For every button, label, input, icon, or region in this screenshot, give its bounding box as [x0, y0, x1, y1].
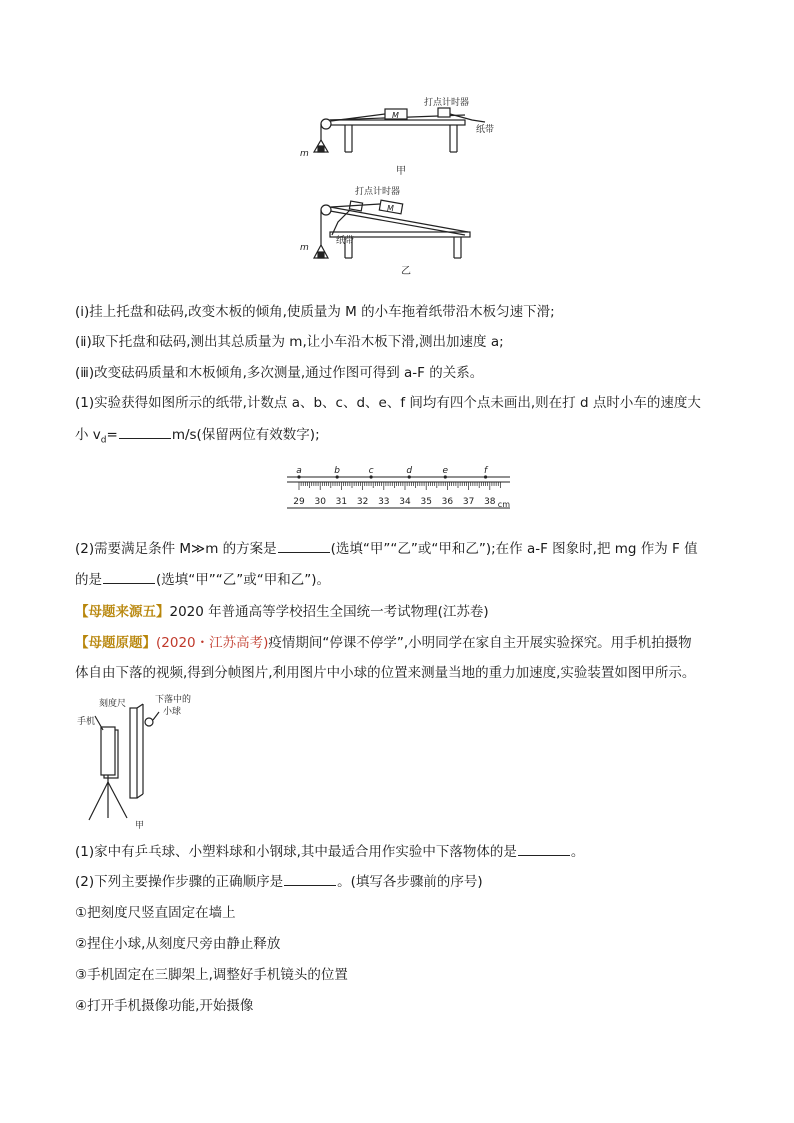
apparatus-figure: [290, 90, 510, 285]
fig2-ball-label-1: 下落中的: [155, 695, 192, 705]
tape-point-label-b: b: [334, 466, 341, 476]
tape-point-label-f: f: [483, 466, 488, 476]
fig2-ball-label-2: 小球: [163, 707, 182, 717]
ruler-number: 38: [484, 497, 496, 507]
step-i: (ⅰ)挂上托盘和砝码,改变木板的倾角,使质量为 M 的小车拖着纸带沿木板匀速下滑;: [75, 304, 555, 320]
original-line1: [75, 634, 692, 652]
ruler-number: 31: [335, 497, 348, 507]
tape-point-label-a: a: [296, 466, 302, 476]
tape-ruler: [285, 465, 520, 515]
original-tag: 【母题原题】: [75, 635, 156, 651]
step-iii: (ⅲ)改变砝码质量和木板倾角,多次测量,通过作图可得到 a-F 的关系。: [75, 365, 484, 381]
question-4-post: 。(填写各步骤前的序号): [337, 874, 483, 890]
answer-blank-condition[interactable]: [278, 540, 330, 553]
ruler-number: 32: [356, 497, 369, 507]
question-3-post: 。: [570, 844, 585, 860]
fig2-phone-label: 手机: [77, 717, 96, 727]
timer-label-yi: 打点计时器: [355, 187, 401, 197]
question-1-line1: (1)实验获得如图所示的纸带,计数点 a、b、c、d、e、f 间均有四个点未画出,则在打 d 点时小车的速度大: [75, 395, 701, 411]
mass-M-jia: M: [392, 111, 399, 120]
step-ii: (ⅱ)取下托盘和砝码,测出其总质量为 m,让小车沿木板下滑,测出加速度 a;: [75, 334, 504, 350]
original-source: (2020・江苏高考): [156, 635, 269, 651]
original-text-1: 疫情期间“停课不停学”,小明同学在家自主开展实验探究。用手机拍摄物: [268, 635, 692, 651]
question-2-line2: [75, 571, 330, 589]
fig2-caption: 甲: [135, 821, 145, 830]
mass-M-yi: M: [387, 204, 394, 213]
mass-m-yi: m: [300, 243, 309, 253]
question-2-pre: (2)需要满足条件 M≫m 的方案是: [75, 541, 277, 557]
question-3-pre: (1)家中有乒乓球、小塑料球和小钢球,其中最适合用作实验中下落物体的是: [75, 844, 517, 860]
caption-jia: 甲: [396, 166, 406, 177]
op-step-2: ②捏住小球,从刻度尺旁由静止释放: [75, 936, 281, 952]
ruler-number: 33: [378, 497, 390, 507]
mass-m-jia: m: [300, 149, 309, 159]
source-tag: 【母题来源五】: [75, 604, 170, 620]
original-line2: 体自由下落的视频,得到分帧图片,利用图片中小球的位置来测量当地的重力加速度,实验装置如图甲所示。: [75, 665, 696, 681]
question-1-sub: d: [100, 435, 107, 446]
source-text: 2020 年普通高等学校招生全国统一考试物理(江苏卷): [169, 604, 489, 620]
op-step-1: ①把刻度尺竖直固定在墙上: [75, 905, 236, 921]
fig2-ruler-label: 刻度尺: [99, 699, 127, 709]
tape-point-label-d: d: [406, 466, 413, 476]
question-3-line1: [75, 843, 584, 861]
timer-label-jia: 打点计时器: [424, 98, 470, 108]
answer-blank-mg[interactable]: [103, 571, 155, 584]
question-2-line2-pre: 的是: [75, 572, 102, 588]
ruler-number: 29: [293, 497, 305, 507]
ruler-number: 35: [420, 497, 432, 507]
freefall-figure: [75, 690, 215, 830]
apparatus-jia: [314, 108, 485, 152]
question-1-unit: m/s(保留两位有效数字);: [171, 427, 320, 443]
ruler-number: 37: [462, 497, 475, 507]
source-line: [75, 603, 489, 621]
question-1-line2: [75, 426, 320, 450]
answer-blank-order[interactable]: [284, 873, 336, 886]
question-2-line2-post: (选填“甲”“乙”或“甲和乙”)。: [156, 572, 330, 588]
question-1-v: 小 v: [75, 427, 101, 443]
question-3-line2: [75, 873, 483, 891]
answer-blank-vd[interactable]: [119, 426, 171, 439]
caption-yi: 乙: [401, 266, 411, 277]
question-2-line1: [75, 540, 698, 558]
question-2-post: (选填“甲”“乙”或“甲和乙”);在作 a-F 图象时,把 mg 作为 F 值: [330, 541, 698, 557]
question-1-eq: =: [106, 427, 118, 443]
op-step-4: ④打开手机摄像功能,开始摄像: [75, 998, 254, 1014]
question-4-pre: (2)下列主要操作步骤的正确顺序是: [75, 874, 284, 890]
ruler-number: 30: [314, 497, 326, 507]
ruler-number: 36: [441, 497, 454, 507]
tape-label-jia: 纸带: [476, 125, 495, 135]
tape-point-label-e: e: [442, 466, 449, 476]
ruler-number: 34: [399, 497, 411, 507]
answer-blank-ball[interactable]: [518, 843, 570, 856]
tape-point-label-c: c: [368, 466, 374, 476]
op-step-3: ③手机固定在三脚架上,调整好手机镜头的位置: [75, 967, 348, 983]
ruler-unit: cm: [497, 500, 511, 509]
tape-label-yi: 纸带: [336, 236, 355, 246]
